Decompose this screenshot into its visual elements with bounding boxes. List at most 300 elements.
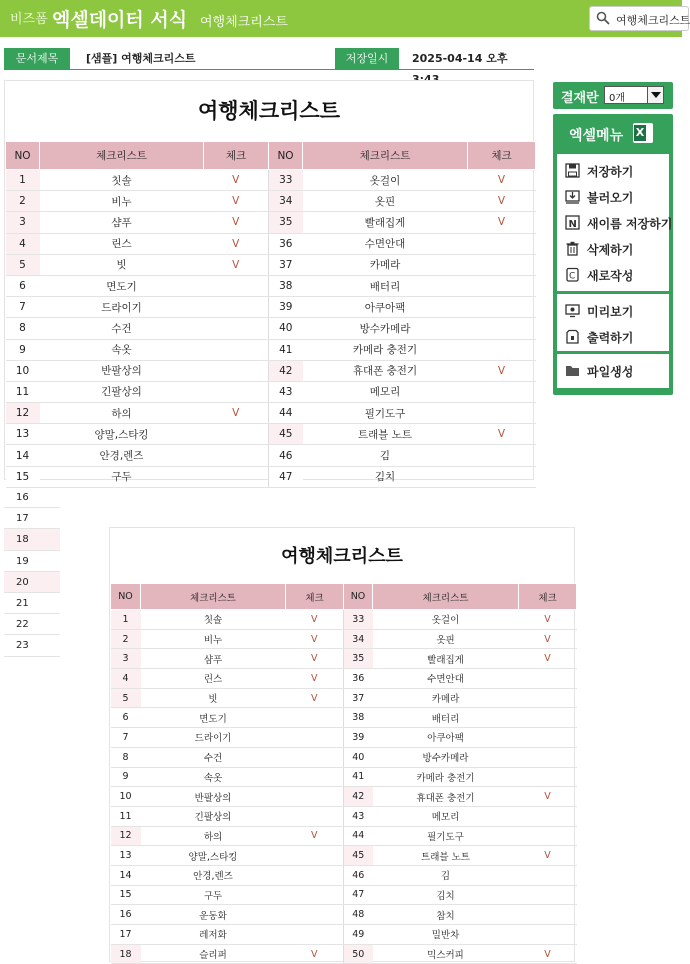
table-row bbox=[6, 339, 536, 360]
checklist-sheet bbox=[4, 80, 534, 484]
save-button[interactable] bbox=[557, 158, 669, 184]
app-title: 엑셀데이터 서식 bbox=[52, 9, 188, 31]
row-number[interactable]: 9 bbox=[111, 767, 141, 787]
checklist-item[interactable]: 하의 bbox=[40, 403, 204, 424]
row-number[interactable]: 42 bbox=[344, 787, 373, 807]
table-row bbox=[6, 297, 536, 318]
checklist-item[interactable]: 카메라 충전기 bbox=[303, 339, 468, 360]
row-number[interactable]: 37 bbox=[269, 254, 303, 275]
checklist-item[interactable]: 수면안대 bbox=[303, 233, 468, 254]
checklist-item[interactable]: 휴대폰 충전기 bbox=[373, 787, 519, 807]
preview-checklist-table bbox=[110, 583, 577, 964]
save-icon bbox=[565, 163, 580, 178]
excel-menu-title: 엑셀메뉴 bbox=[569, 128, 624, 144]
row-number[interactable]: 40 bbox=[269, 318, 303, 339]
check-mark[interactable] bbox=[204, 445, 269, 466]
row-number[interactable]: 46 bbox=[269, 445, 303, 466]
checklist-item[interactable]: 긴팔상의 bbox=[40, 381, 204, 402]
check-mark[interactable]: V bbox=[468, 424, 536, 445]
row-number[interactable]: 43 bbox=[344, 806, 373, 826]
row-number[interactable]: 34 bbox=[269, 191, 303, 212]
check-mark[interactable] bbox=[519, 826, 577, 846]
row-number[interactable]: 36 bbox=[269, 233, 303, 254]
check-mark[interactable] bbox=[519, 688, 577, 708]
row-number[interactable]: 39 bbox=[269, 297, 303, 318]
table-row bbox=[111, 885, 577, 905]
checklist-item[interactable]: 김치 bbox=[303, 466, 468, 487]
check-mark[interactable]: V bbox=[204, 212, 269, 233]
table-row bbox=[6, 424, 536, 445]
table-row bbox=[111, 649, 577, 669]
table-row bbox=[111, 629, 577, 649]
table-row bbox=[111, 846, 577, 866]
top-bar bbox=[0, 0, 690, 37]
check-mark[interactable] bbox=[286, 925, 344, 945]
row-number[interactable]: 45 bbox=[269, 424, 303, 445]
row-number[interactable]: 13 bbox=[6, 424, 40, 445]
checklist-item[interactable]: 트래블 노트 bbox=[303, 424, 468, 445]
checklist-item[interactable]: 옷핀 bbox=[373, 629, 519, 649]
check-mark[interactable] bbox=[204, 381, 269, 402]
checklist-item[interactable]: 속옷 bbox=[40, 339, 204, 360]
row-number[interactable]: 3 bbox=[111, 649, 141, 669]
checklist-item[interactable]: 수건 bbox=[40, 318, 204, 339]
check-mark[interactable]: V bbox=[204, 403, 269, 424]
row-number[interactable]: 40 bbox=[344, 747, 373, 767]
row-number[interactable]: 34 bbox=[344, 629, 373, 649]
row-number[interactable]: 44 bbox=[269, 403, 303, 424]
check-mark[interactable] bbox=[468, 318, 536, 339]
checklist-item[interactable]: 샴푸 bbox=[141, 649, 286, 669]
checklist-item[interactable]: 빗 bbox=[141, 688, 286, 708]
search-box[interactable] bbox=[589, 6, 689, 31]
check-mark[interactable] bbox=[286, 865, 344, 885]
dropdown-arrow-icon[interactable] bbox=[647, 87, 663, 103]
row-number[interactable]: 42 bbox=[269, 360, 303, 381]
col-header-item: 체크리스트 bbox=[141, 584, 286, 610]
check-mark[interactable] bbox=[286, 728, 344, 748]
table-row bbox=[6, 170, 536, 191]
check-mark[interactable] bbox=[204, 297, 269, 318]
checklist-item[interactable]: 면도기 bbox=[141, 708, 286, 728]
approval-label: 결재란 bbox=[561, 91, 599, 106]
row-number[interactable]: 35 bbox=[269, 212, 303, 233]
preview-label: 미리보기 bbox=[587, 305, 634, 319]
doc-title-label: 문서제목 bbox=[4, 48, 70, 69]
check-mark[interactable]: V bbox=[519, 944, 577, 964]
checklist-item[interactable]: 양말,스타킹 bbox=[40, 424, 204, 445]
table-row bbox=[6, 254, 536, 275]
check-mark[interactable]: V bbox=[286, 669, 344, 689]
row-number[interactable]: 39 bbox=[344, 728, 373, 748]
checklist-item[interactable]: 안경,렌즈 bbox=[141, 865, 286, 885]
row-number: 16 bbox=[4, 487, 60, 508]
extra-row-numbers bbox=[4, 487, 60, 657]
checklist-item[interactable]: 운동화 bbox=[141, 905, 286, 925]
check-mark[interactable]: V bbox=[286, 629, 344, 649]
col-header-no: NO bbox=[269, 142, 303, 170]
check-mark[interactable]: V bbox=[286, 944, 344, 964]
checklist-item[interactable]: 칫솔 bbox=[40, 170, 204, 191]
row-number[interactable]: 12 bbox=[6, 403, 40, 424]
row-number: 20 bbox=[4, 572, 60, 593]
save-as-label: 새이름 저장하기 bbox=[587, 217, 673, 231]
row-number[interactable]: 6 bbox=[6, 275, 40, 296]
row-number[interactable]: 11 bbox=[6, 381, 40, 402]
check-mark[interactable] bbox=[204, 424, 269, 445]
checklist-item[interactable]: 칫솔 bbox=[141, 610, 286, 630]
check-mark[interactable]: V bbox=[204, 254, 269, 275]
table-row bbox=[111, 865, 577, 885]
checklist-item[interactable]: 아쿠아팩 bbox=[373, 728, 519, 748]
delete-label: 삭제하기 bbox=[587, 243, 634, 257]
menu-group-print bbox=[557, 294, 669, 351]
check-mark[interactable] bbox=[286, 905, 344, 925]
row-number[interactable]: 47 bbox=[269, 466, 303, 487]
checklist-item[interactable]: 긴팔상의 bbox=[141, 806, 286, 826]
row-number[interactable]: 10 bbox=[111, 787, 141, 807]
checklist-item[interactable]: 샴푸 bbox=[40, 212, 204, 233]
checklist-item[interactable]: 밀반차 bbox=[373, 925, 519, 945]
check-mark[interactable] bbox=[468, 339, 536, 360]
checklist-item[interactable]: 드라이기 bbox=[141, 728, 286, 748]
row-number[interactable]: 41 bbox=[344, 767, 373, 787]
row-number[interactable]: 6 bbox=[111, 708, 141, 728]
check-mark[interactable] bbox=[519, 925, 577, 945]
checklist-item[interactable]: 수면안대 bbox=[373, 669, 519, 689]
print-icon bbox=[565, 329, 580, 344]
check-mark[interactable]: V bbox=[519, 629, 577, 649]
checklist-item[interactable]: 배터리 bbox=[373, 708, 519, 728]
folder-icon bbox=[565, 363, 580, 378]
row-number[interactable]: 10 bbox=[6, 360, 40, 381]
row-number[interactable]: 48 bbox=[344, 905, 373, 925]
row-number: 23 bbox=[4, 635, 60, 656]
checklist-item[interactable]: 옷걸이 bbox=[303, 170, 468, 191]
table-row bbox=[111, 688, 577, 708]
save-as-icon bbox=[565, 215, 580, 230]
table-row bbox=[111, 708, 577, 728]
col-header-item: 체크리스트 bbox=[303, 142, 468, 170]
row-number[interactable]: 5 bbox=[111, 688, 141, 708]
checklist-item[interactable]: 구두 bbox=[141, 885, 286, 905]
table-row bbox=[111, 944, 577, 964]
checklist-item[interactable]: 메모리 bbox=[373, 806, 519, 826]
checklist-item[interactable]: 트래블 노트 bbox=[373, 846, 519, 866]
checklist-item[interactable]: 아쿠아팩 bbox=[303, 297, 468, 318]
row-number[interactable]: 9 bbox=[6, 339, 40, 360]
load-button[interactable] bbox=[557, 184, 669, 210]
check-mark[interactable]: V bbox=[519, 846, 577, 866]
row-number[interactable]: 2 bbox=[6, 191, 40, 212]
check-mark[interactable]: V bbox=[519, 787, 577, 807]
row-number[interactable]: 46 bbox=[344, 865, 373, 885]
svg-text:N: N bbox=[568, 219, 577, 230]
checklist-item[interactable]: 속옷 bbox=[141, 767, 286, 787]
row-number[interactable]: 5 bbox=[6, 254, 40, 275]
row-number[interactable]: 17 bbox=[111, 925, 141, 945]
row-number[interactable]: 33 bbox=[269, 170, 303, 191]
check-mark[interactable] bbox=[519, 669, 577, 689]
table-row bbox=[111, 728, 577, 748]
check-mark[interactable]: V bbox=[468, 191, 536, 212]
check-mark[interactable] bbox=[286, 787, 344, 807]
row-number: 18 bbox=[4, 529, 60, 550]
checklist-item[interactable]: 수건 bbox=[141, 747, 286, 767]
checklist-item[interactable]: 방수카메라 bbox=[373, 747, 519, 767]
checklist-item[interactable]: 빨래집게 bbox=[303, 212, 468, 233]
row-number[interactable]: 45 bbox=[344, 846, 373, 866]
new-document-button[interactable] bbox=[557, 262, 669, 288]
checklist-item[interactable]: 반팔상의 bbox=[40, 360, 204, 381]
table-row bbox=[6, 275, 536, 296]
row-number[interactable]: 18 bbox=[111, 944, 141, 964]
checklist-item[interactable]: 드라이기 bbox=[40, 297, 204, 318]
row-number[interactable]: 8 bbox=[6, 318, 40, 339]
check-mark[interactable]: V bbox=[204, 170, 269, 191]
excel-logo-icon bbox=[633, 123, 653, 143]
col-header-check: 체크 bbox=[468, 142, 536, 170]
col-header-no: NO bbox=[111, 584, 141, 610]
checklist-item[interactable]: 메모리 bbox=[303, 381, 468, 402]
check-mark[interactable] bbox=[204, 275, 269, 296]
saved-time-label: 저장일시 bbox=[335, 48, 399, 69]
create-file-button[interactable] bbox=[557, 358, 669, 384]
print-preview-sheet bbox=[109, 527, 575, 962]
check-mark[interactable] bbox=[468, 381, 536, 402]
print-label: 출력하기 bbox=[587, 331, 634, 345]
checklist-item[interactable]: 빗 bbox=[40, 254, 204, 275]
checklist-item[interactable]: 린스 bbox=[141, 669, 286, 689]
row-number[interactable]: 4 bbox=[6, 233, 40, 254]
row-number[interactable]: 47 bbox=[344, 885, 373, 905]
check-mark[interactable] bbox=[204, 466, 269, 487]
check-mark[interactable] bbox=[286, 806, 344, 826]
check-mark[interactable] bbox=[286, 747, 344, 767]
checklist-item[interactable]: 카메라 충전기 bbox=[373, 767, 519, 787]
table-row bbox=[111, 767, 577, 787]
check-mark[interactable] bbox=[286, 708, 344, 728]
check-mark[interactable] bbox=[468, 233, 536, 254]
checklist-item[interactable]: 배터리 bbox=[303, 275, 468, 296]
new-document-label: 새로작성 bbox=[587, 269, 634, 283]
row-number[interactable]: 4 bbox=[111, 669, 141, 689]
create-file-label: 파일생성 bbox=[587, 365, 634, 379]
table-row bbox=[6, 445, 536, 466]
row-number[interactable]: 41 bbox=[269, 339, 303, 360]
checklist-item[interactable]: 안경,렌즈 bbox=[40, 445, 204, 466]
checklist-item[interactable]: 레저화 bbox=[141, 925, 286, 945]
table-row bbox=[111, 610, 577, 630]
row-number[interactable]: 7 bbox=[6, 297, 40, 318]
row-number[interactable]: 13 bbox=[111, 846, 141, 866]
check-mark[interactable] bbox=[519, 767, 577, 787]
check-mark[interactable]: V bbox=[519, 610, 577, 630]
document-title-header: 여행체크리스트 bbox=[200, 15, 288, 30]
check-mark[interactable] bbox=[468, 254, 536, 275]
checklist-item[interactable]: 휴대폰 충전기 bbox=[303, 360, 468, 381]
row-number[interactable]: 15 bbox=[111, 885, 141, 905]
check-mark[interactable] bbox=[468, 445, 536, 466]
row-number[interactable]: 43 bbox=[269, 381, 303, 402]
row-number[interactable]: 14 bbox=[6, 445, 40, 466]
menu-group-export bbox=[557, 354, 669, 388]
check-mark[interactable] bbox=[204, 318, 269, 339]
print-button[interactable] bbox=[557, 324, 669, 350]
table-row bbox=[6, 318, 536, 339]
table-row bbox=[6, 403, 536, 424]
row-number[interactable]: 3 bbox=[6, 212, 40, 233]
col-header-item: 체크리스트 bbox=[40, 142, 204, 170]
saved-time-value: 2025-04-14 오후 bbox=[412, 52, 508, 65]
row-number[interactable]: 38 bbox=[344, 708, 373, 728]
check-mark[interactable]: V bbox=[286, 649, 344, 669]
checklist-item[interactable]: 김 bbox=[373, 865, 519, 885]
checklist-item[interactable]: 카메라 bbox=[303, 254, 468, 275]
row-number[interactable]: 8 bbox=[111, 747, 141, 767]
search-icon bbox=[596, 11, 610, 25]
row-number[interactable]: 16 bbox=[111, 905, 141, 925]
check-mark[interactable] bbox=[286, 846, 344, 866]
check-mark[interactable]: V bbox=[468, 212, 536, 233]
check-mark[interactable]: V bbox=[286, 826, 344, 846]
new-doc-icon bbox=[565, 267, 580, 282]
table-row bbox=[111, 826, 577, 846]
checklist-item[interactable]: 믹스커피 bbox=[373, 944, 519, 964]
checklist-item[interactable]: 빨래집게 bbox=[373, 649, 519, 669]
check-mark[interactable] bbox=[468, 275, 536, 296]
approval-value: 0개 bbox=[609, 93, 626, 104]
checklist-item[interactable]: 옷걸이 bbox=[373, 610, 519, 630]
table-row bbox=[111, 747, 577, 767]
menu-group-file bbox=[557, 154, 673, 291]
row-number[interactable]: 44 bbox=[344, 826, 373, 846]
check-mark[interactable] bbox=[519, 806, 577, 826]
load-icon bbox=[565, 189, 580, 204]
table-row bbox=[6, 233, 536, 254]
table-row bbox=[6, 381, 536, 402]
row-number[interactable]: 50 bbox=[344, 944, 373, 964]
preview-icon bbox=[565, 303, 580, 318]
row-number[interactable]: 33 bbox=[344, 610, 373, 630]
table-row bbox=[6, 360, 536, 381]
row-number[interactable]: 1 bbox=[111, 610, 141, 630]
checklist-item[interactable]: 방수카메라 bbox=[303, 318, 468, 339]
table-row bbox=[6, 191, 536, 212]
col-header-check: 체크 bbox=[519, 584, 577, 610]
search-input[interactable]: 여행체크리스트 bbox=[616, 14, 690, 27]
checklist-item[interactable]: 비누 bbox=[40, 191, 204, 212]
row-number[interactable]: 2 bbox=[111, 629, 141, 649]
row-number[interactable]: 36 bbox=[344, 669, 373, 689]
row-number[interactable]: 49 bbox=[344, 925, 373, 945]
col-header-check: 체크 bbox=[286, 584, 344, 610]
checklist-item[interactable]: 반팔상의 bbox=[141, 787, 286, 807]
check-mark[interactable] bbox=[204, 360, 269, 381]
checklist-table bbox=[5, 141, 536, 488]
check-mark[interactable] bbox=[519, 728, 577, 748]
checklist-item[interactable]: 옷핀 bbox=[303, 191, 468, 212]
checklist-item[interactable]: 면도기 bbox=[40, 275, 204, 296]
row-number: 22 bbox=[4, 614, 60, 635]
approval-control bbox=[553, 82, 673, 109]
table-row bbox=[6, 212, 536, 233]
checklist-item[interactable]: 김치 bbox=[373, 885, 519, 905]
table-row bbox=[111, 905, 577, 925]
check-mark[interactable] bbox=[519, 885, 577, 905]
row-number[interactable]: 38 bbox=[269, 275, 303, 296]
row-number[interactable]: 12 bbox=[111, 826, 141, 846]
row-number[interactable]: 11 bbox=[111, 806, 141, 826]
check-mark[interactable] bbox=[468, 403, 536, 424]
checklist-item[interactable]: 필기도구 bbox=[373, 826, 519, 846]
row-number[interactable]: 15 bbox=[6, 466, 40, 487]
preview-button[interactable] bbox=[557, 298, 669, 324]
row-number[interactable]: 1 bbox=[6, 170, 40, 191]
col-header-check: 체크 bbox=[204, 142, 269, 170]
check-mark[interactable]: V bbox=[519, 649, 577, 669]
row-number: 19 bbox=[4, 551, 60, 572]
doc-title-value[interactable]: [샘플] 여행체크리스트 bbox=[86, 52, 196, 65]
row-number[interactable]: 35 bbox=[344, 649, 373, 669]
checklist-item[interactable]: 참치 bbox=[373, 905, 519, 925]
save-label: 저장하기 bbox=[587, 165, 634, 179]
save-as-button[interactable] bbox=[557, 210, 673, 236]
check-mark[interactable] bbox=[468, 466, 536, 487]
row-number[interactable]: 37 bbox=[344, 688, 373, 708]
check-mark[interactable] bbox=[519, 905, 577, 925]
brand-logo-small: 비즈폼 bbox=[10, 12, 48, 27]
table-row bbox=[111, 787, 577, 807]
sheet-title: 여행체크리스트 bbox=[197, 99, 340, 123]
checklist-item[interactable]: 카메라 bbox=[373, 688, 519, 708]
check-mark[interactable] bbox=[468, 297, 536, 318]
check-mark[interactable] bbox=[519, 747, 577, 767]
checklist-item[interactable]: 슬리퍼 bbox=[141, 944, 286, 964]
row-number[interactable]: 14 bbox=[111, 865, 141, 885]
trash-icon bbox=[565, 241, 580, 256]
table-row bbox=[111, 669, 577, 689]
row-number[interactable]: 7 bbox=[111, 728, 141, 748]
table-row bbox=[111, 806, 577, 826]
checklist-item[interactable]: 비누 bbox=[141, 629, 286, 649]
delete-button[interactable] bbox=[557, 236, 669, 262]
check-mark[interactable]: V bbox=[286, 688, 344, 708]
checklist-item[interactable]: 필기도구 bbox=[303, 403, 468, 424]
check-mark[interactable]: V bbox=[468, 170, 536, 191]
check-mark[interactable] bbox=[519, 708, 577, 728]
load-label: 불러오기 bbox=[587, 191, 634, 205]
check-mark[interactable]: V bbox=[204, 191, 269, 212]
checklist-item[interactable]: 린스 bbox=[40, 233, 204, 254]
checklist-item[interactable]: 하의 bbox=[141, 826, 286, 846]
check-mark[interactable]: V bbox=[468, 360, 536, 381]
info-bar bbox=[4, 48, 534, 70]
col-header-no: NO bbox=[344, 584, 373, 610]
check-mark[interactable] bbox=[286, 767, 344, 787]
preview-sheet-title: 여행체크리스트 bbox=[281, 546, 403, 567]
check-mark[interactable] bbox=[204, 339, 269, 360]
checklist-item[interactable]: 구두 bbox=[40, 466, 204, 487]
checklist-item[interactable]: 김 bbox=[303, 445, 468, 466]
check-mark[interactable] bbox=[519, 865, 577, 885]
checklist-item[interactable]: 양말,스타킹 bbox=[141, 846, 286, 866]
check-mark[interactable] bbox=[286, 885, 344, 905]
check-mark[interactable]: V bbox=[204, 233, 269, 254]
approval-select[interactable] bbox=[604, 86, 664, 104]
check-mark[interactable]: V bbox=[286, 610, 344, 630]
col-header-no: NO bbox=[6, 142, 40, 170]
